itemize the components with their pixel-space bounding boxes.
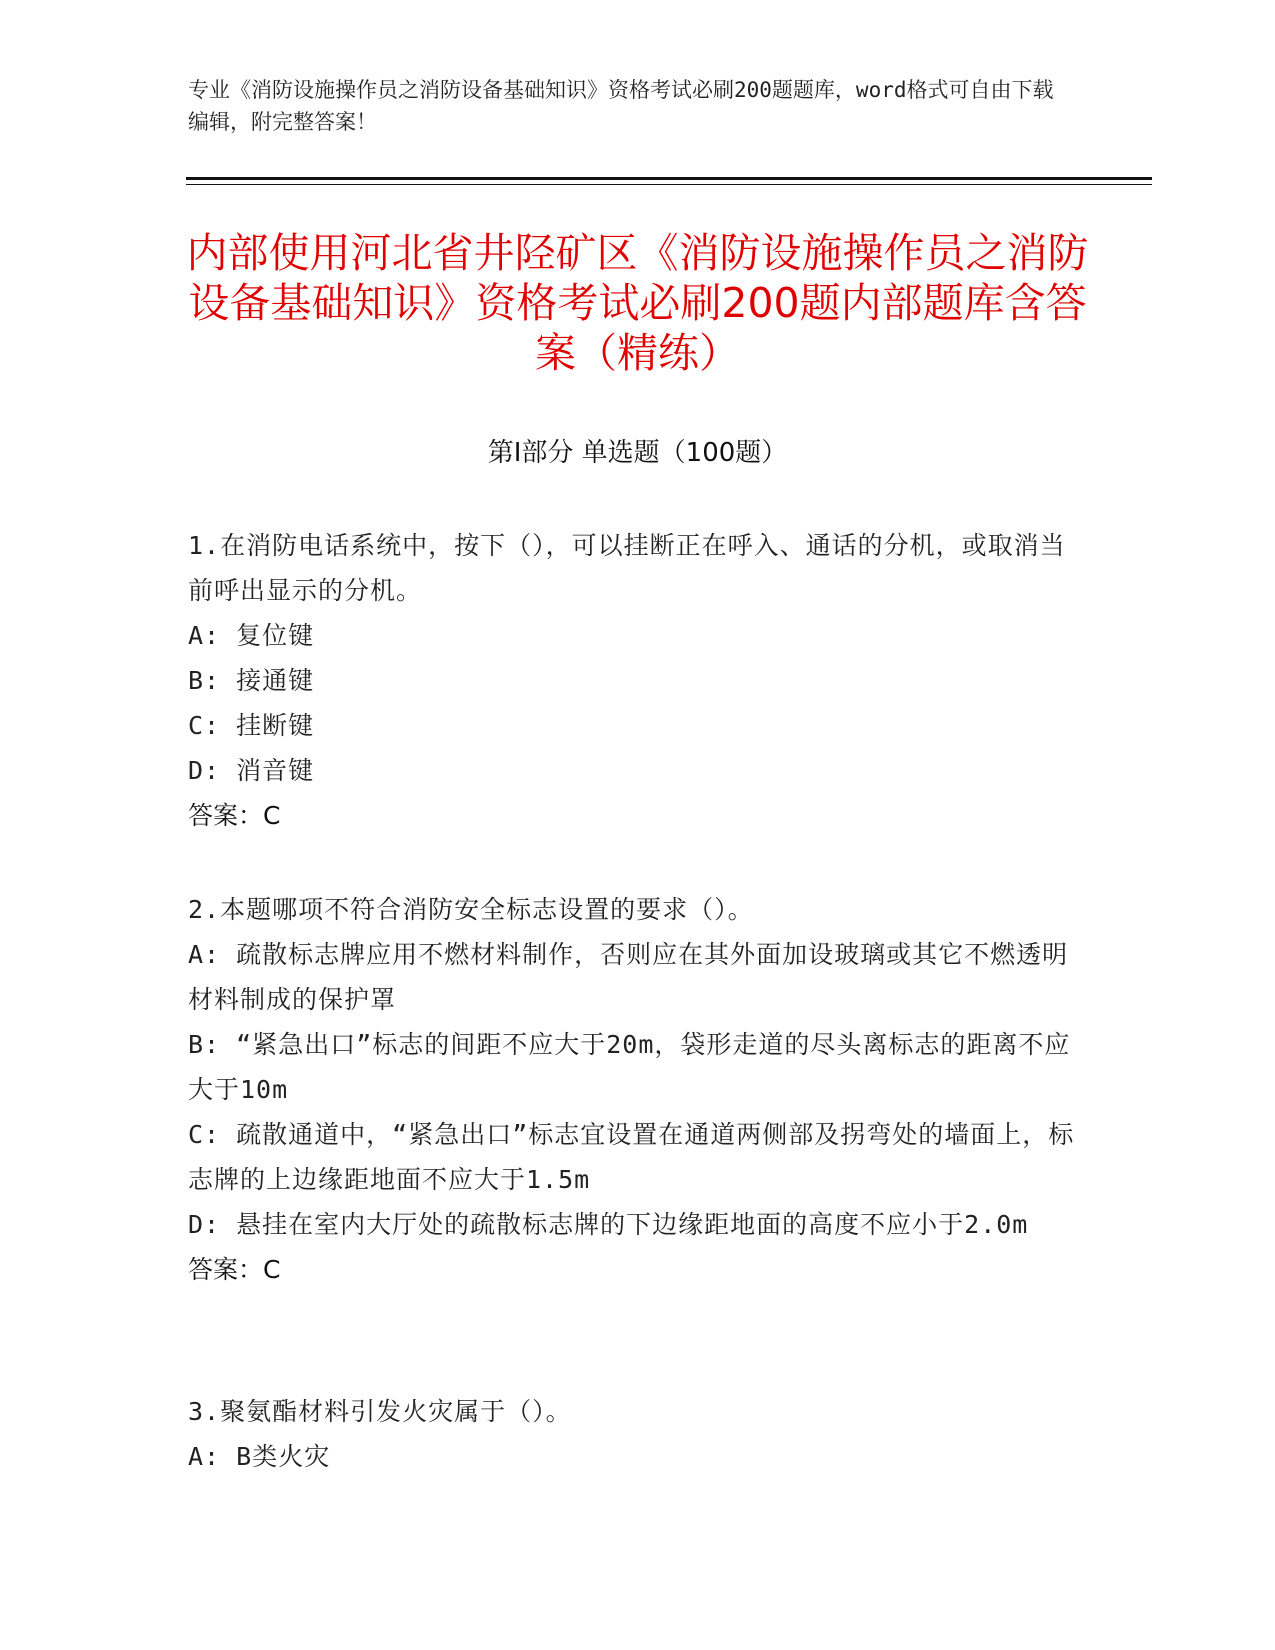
- option-b: B: 接通键: [188, 666, 315, 695]
- option-a: A: B类火灾: [188, 1442, 331, 1471]
- document-title: 内部使用河北省井陉矿区《消防设施操作员之消防设备基础知识》资格考试必刷200题内部题库含答案（精练）: [186, 229, 1089, 377]
- header-divider-thick: [186, 177, 1152, 180]
- option-d: D: 消音键: [188, 756, 315, 785]
- option-a: A: 疏散标志牌应用不燃材料制作，否则应在其外面加设玻璃或其它不燃透明材料制成的保护罩: [188, 940, 1069, 1014]
- answer: 答案：C: [188, 1255, 281, 1284]
- question-3: [188, 1389, 1078, 1479]
- section-title: 第I部分 单选题（100题）: [487, 438, 788, 468]
- header-divider-thin: [186, 184, 1152, 185]
- option-c: C: 疏散通道中，“紧急出口”标志宜设置在通道两侧部及拐弯处的墙面上，标志牌的上边缘距地面不应大于1.5m: [188, 1120, 1075, 1194]
- answer: 答案：C: [188, 801, 281, 830]
- option-a: A: 复位键: [188, 621, 315, 650]
- question-stem: 1.在消防电话系统中，按下（），可以挂断正在呼入、通话的分机，或取消当前呼出显示的分机。: [188, 531, 1066, 605]
- question-2: [188, 887, 1078, 1292]
- option-c: C: 挂断键: [188, 711, 315, 740]
- header-note: 专业《消防设施操作员之消防设备基础知识》资格考试必刷200题题库，word格式可自由下载编辑，附完整答案！: [188, 78, 1054, 134]
- option-d: D: 悬挂在室内大厅处的疏散标志牌的下边缘距地面的高度不应小于2.0m: [188, 1210, 1029, 1239]
- question-stem: 3.聚氨酯材料引发火灾属于（）。: [188, 1397, 572, 1426]
- question-stem: 2.本题哪项不符合消防安全标志设置的要求（）。: [188, 895, 754, 924]
- question-1: [188, 523, 1078, 838]
- option-b: B: “紧急出口”标志的间距不应大于20m，袋形走道的尽头离标志的距离不应大于10m: [188, 1030, 1071, 1104]
